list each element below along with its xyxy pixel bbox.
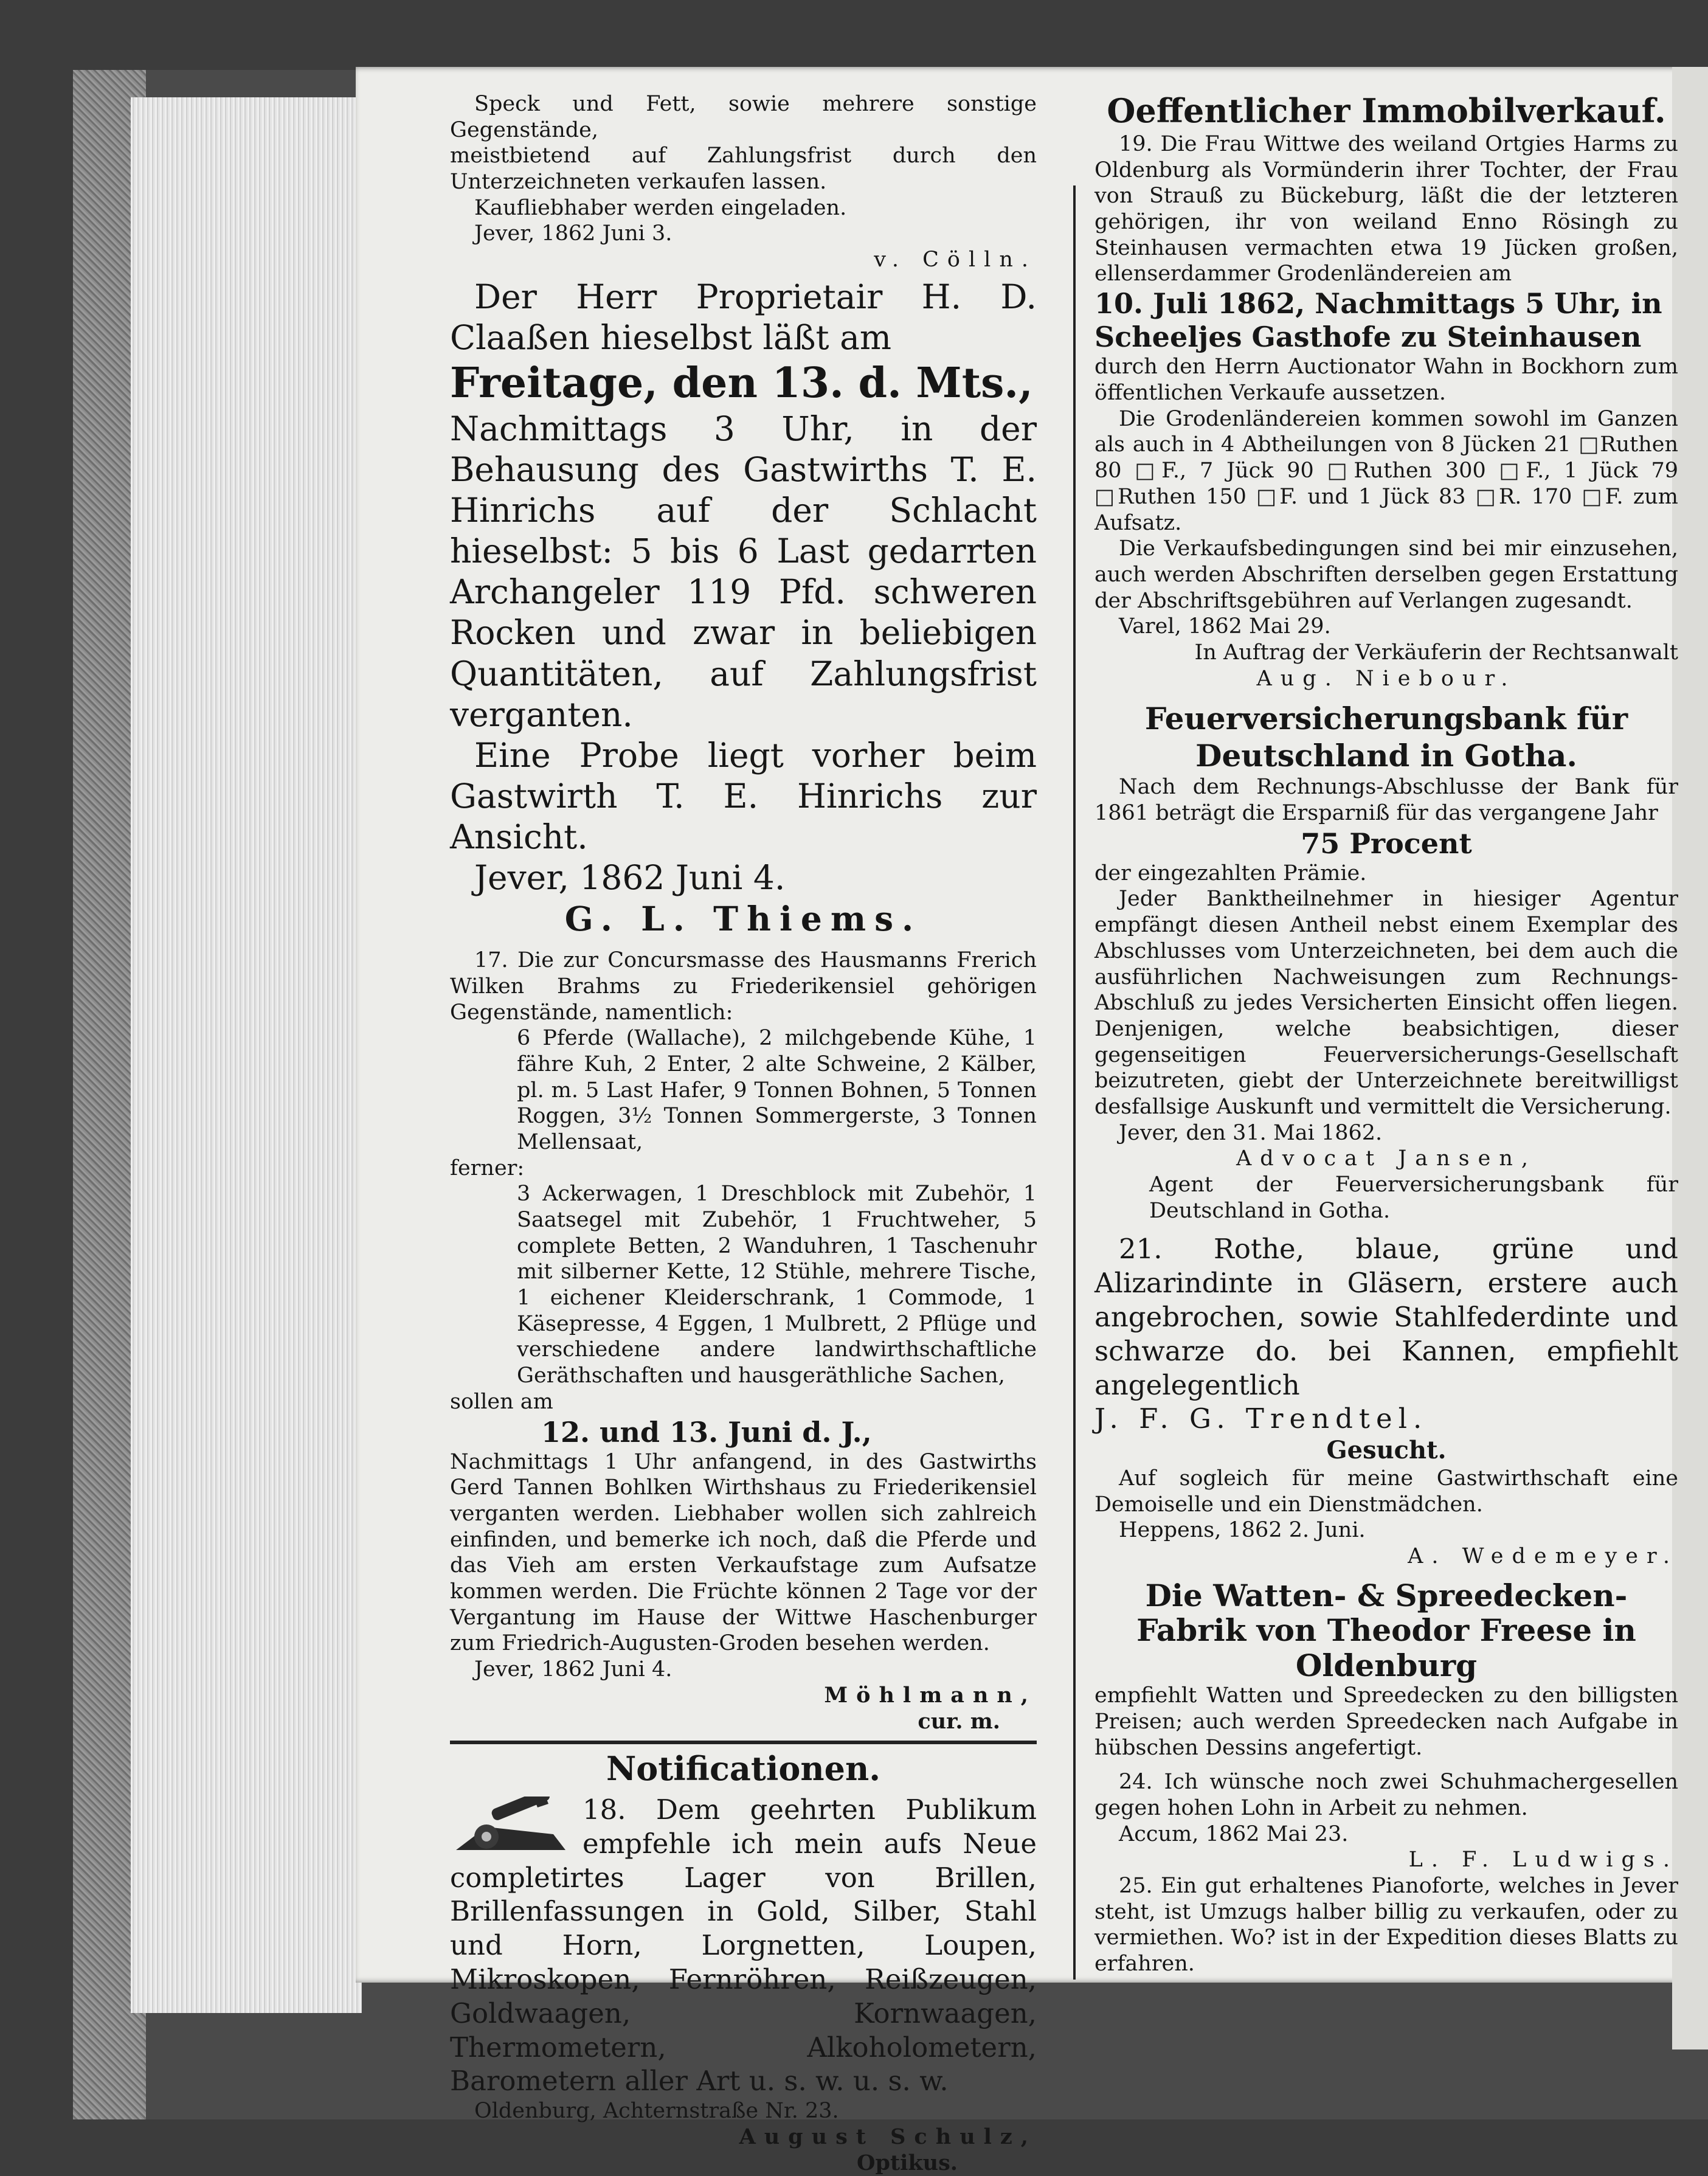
ad-18-signature-title: Optikus. — [856, 2150, 958, 2175]
ad-19-place: Varel, 1862 Mai 29. — [1119, 614, 1331, 639]
ad-19-body3: Die Grodenländereien kommen sowohl im Ganzen als auch in 4 Abtheilungen von 8 Jücken 21 □Ruthen 80 □F., 7 Jück 90 □Ruthen 300 □F., 1 Jück 79 □Ruthen 150 □F. und 1 Jück 83 □R. 170 □F. zum Aufsatz. — [1094, 406, 1678, 535]
ad-19-body: 19. Die Frau Wittwe des weiland Ortgies Harms zu Oldenburg als Vormünderin ihrer Tochter, der Frau von Strauß zu Bückeburg, läßt die der letzteren gehörigen, ihr von weiland Enno Rösingh zu Steinhausen vermachten etwa 19 Jücken großen, ellenserdammer Grodenländereien am — [1094, 131, 1678, 286]
ad-18-signature: August Schulz, — [739, 2124, 1037, 2149]
ad-17-signature: Möhlmann, — [824, 1682, 1037, 1708]
ad-claassen-place: Jever, 1862 Juni 4. — [474, 858, 786, 897]
ad-17-intro: 17. Die zur Concursmasse des Hausmanns Frerich Wilken Brahms zu Friederikensiel gehörigen Gegenstände, namentlich: — [450, 948, 1037, 1025]
ad-18-body: 18. Dem geehrten Publikum empfehle ich mein aufs Neue completirtes Lager von Brillen, Brillenfassungen in Gold, Silber, Stahl und Horn, Lorgnetten, Loupen, Mikroskopen, Fernröhren, Reißzeugen, Goldwaagen, Kornwaagen, Thermometern, Alkoholometern, Barometern aller Art u. s. w. u. s. w. — [450, 1793, 1037, 2098]
ad-claassen-body: Nachmittags 3 Uhr, in der Behausung des Gastwirths T. E. Hinrichs auf der Schlacht hieselbst: 5 bis 6 Last gedarrten Archangeler 119 Pfd. schweren Rocken und zwar in beliebigen Quantitäten, auf Zahlungsfrist verganten. — [450, 409, 1037, 734]
ad-17-list-items: 3 Ackerwagen, 1 Dreschblock mit Zubehör, 1 Saatsegel mit Zubehör, 1 Fruchtweher, 5 complete Betten, 2 Wanduhren, 1 Taschenuhr mit silberner Kette, 12 Stühle, mehrere Tische, 1 eichener Kleiderschrank, 1 Commode, 1 Käsepresse, 4 Eggen, 1 Mulbrett, 2 Pflüge und verschiedene andere landwirthschaftliche Geräthschaften und hausgeräthliche Sachen, — [517, 1182, 1037, 1388]
intro-line: meistbietend auf Zahlungsfrist durch den Unterzeichneten verkaufen lassen. — [450, 144, 1037, 195]
notifications-heading: Notificationen. — [606, 1749, 881, 1789]
ad-24-signature: L. F. Ludwigs. — [1408, 1848, 1678, 1873]
ad-17-place: Jever, 1862 Juni 4. — [474, 1657, 672, 1682]
feuerversicherung-heading: Feuerversicherungsbank für Deutschland in Gotha. — [1144, 701, 1628, 774]
intro-line: Speck und Fett, sowie mehrere sonstige Gegenstände, — [450, 92, 1037, 142]
gesucht-signature: A. Wedemeyer. — [1408, 1544, 1678, 1569]
ad-21-signature: J. F. G. Trendtel. — [1094, 1402, 1428, 1435]
gesucht-place: Heppens, 1862 2. Juni. — [1119, 1518, 1366, 1543]
right-column — [1094, 91, 1678, 1977]
intro-line: Kaufliebhaber werden eingeladen. — [474, 195, 847, 220]
ad-19-signature-line: In Auftrag der Verkäuferin der Rechtsanwalt — [1194, 640, 1678, 665]
column-divider — [1073, 185, 1076, 1980]
fire-signature: Advocat Jansen, — [1236, 1146, 1537, 1171]
ad-18-place: Oldenburg, Achternstraße Nr. 23. — [474, 2099, 839, 2124]
page-edges — [131, 97, 362, 2013]
ad-21-body: 21. Rothe, blaue, grüne und Alizarindinte in Gläsern, erstere auch angebrochen, sowie Stahlfederdinte und schwarze do. bei Kannen, empfiehlt angelegentlich — [1094, 1233, 1678, 1401]
ad-17-list-animals: 6 Pferde (Wallache), 2 milchgebende Kühe, 1 fähre Kuh, 2 Enter, 2 alte Schweine, 2 Kälber, pl. m. 5 Last Hafer, 9 Tonnen Bohnen, 5 Tonnen Roggen, 3½ Tonnen Sommergerste, 3 Tonnen Mellensaat, — [517, 1026, 1037, 1154]
gesucht-body: Auf sogleich für meine Gastwirthschaft eine Demoiselle und ein Dienstmädchen. — [1094, 1466, 1678, 1517]
fire-place: Jever, den 31. Mai 1862. — [1119, 1120, 1383, 1145]
intro-signature: v. Cölln. — [874, 248, 1037, 272]
watten-body: empfiehlt Watten und Spreedecken zu den billigsten Preisen; auch werden Spreedecken nach Aufgabe in hübschen Dessins angefertigt. — [1094, 1683, 1678, 1760]
fire-signature-title: Agent der Feuerversicherungsbank für Deutschland in Gotha. — [1149, 1173, 1678, 1223]
ad-19-date: 10. Juli 1862, Nachmittags 5 Uhr, in Scheeljes Gasthofe zu Steinhausen — [1094, 287, 1662, 354]
ad-19-body2: durch den Herrn Auctionator Wahn in Bockhorn zum öffentlichen Verkaufe aussetzen. — [1094, 355, 1678, 406]
cannon-icon — [450, 1797, 572, 1857]
watten-heading: Die Watten- & Spreedecken-Fabrik von Theodor Freese in Oldenburg — [1136, 1577, 1636, 1683]
ad-claassen-date: Freitage, den 13. d. Mts., — [450, 359, 1033, 407]
immobilverkauf-heading: Oeffentlicher Immobilverkauf. — [1107, 91, 1666, 130]
ad-17-date: 12. und 13. Juni d. J., — [541, 1415, 872, 1449]
section-rule — [450, 1741, 1037, 1744]
fire-p2: der eingezahlten Prämie. — [1094, 861, 1367, 885]
ad-24-body: 24. Ich wünsche noch zwei Schuhmachergesellen gegen hohen Lohn in Arbeit zu nehmen. — [1094, 1770, 1678, 1820]
ad-17-signature-title: cur. m. — [918, 1708, 1000, 1734]
intro-place: Jever, 1862 Juni 3. — [474, 221, 672, 246]
ad-19-signature: Aug. Niebour. — [1256, 666, 1516, 691]
ad-17-sollen: sollen am — [450, 1389, 553, 1414]
gesucht-heading: Gesucht. — [1326, 1436, 1447, 1465]
ad-claassen-note: Eine Probe liegt vorher beim Gastwirth T. E. Hinrichs zur Ansicht. — [450, 735, 1037, 856]
left-column — [450, 91, 1037, 2176]
ad-claassen-lead: Der Herr Proprietair H. D. Claaßen hieselbst läßt am — [450, 277, 1037, 357]
ad-claassen-signature: G. L. Thiems. — [564, 899, 922, 939]
ad-19-body4: Die Verkaufsbedingungen sind bei mir einzusehen, auch werden Abschriften derselben gegen Erstattung der Abschriftsgebühren auf Verlangen zugesandt. — [1094, 536, 1678, 613]
ad-25-body: 25. Ein gut erhaltenes Pianoforte, welches in Jever steht, ist Umzugs halber billig zu verkaufen, oder zu vermiethen. Wo? ist in der Expedition dieses Blatts zu erfahren. — [1094, 1874, 1678, 1977]
fire-p1: Nach dem Rechnungs-Abschlusse der Bank für 1861 beträgt die Ersparniß für das vergangene Jahr — [1094, 775, 1678, 825]
ad-24-place: Accum, 1862 Mai 23. — [1119, 1821, 1349, 1846]
ad-17-ferner: ferner: — [450, 1156, 525, 1180]
fire-percent: 75 Procent — [1301, 826, 1472, 860]
fire-p3: Jeder Banktheilnehmer in hiesiger Agentur empfängt diesen Antheil nebst einem Exemplar des Abschlusses vom Unterzeichneten, bei dem auch die ausführlichen Nachweisungen zum Rechnungs-Abschluß zu jedes Versicherten Einsicht offen liegen. Denjenigen, welche beabsichtigen, dieser gegenseitigen Feuerversicherungs-Gesellschaft beizutreten, giebt der Unterzeichnete bereitwilligst desfallsige Auskunft und vermittelt die Versicherung. — [1094, 887, 1678, 1119]
ad-17-body: Nachmittags 1 Uhr anfangend, in des Gastwirths Gerd Tannen Bohlken Wirthshaus zu Friederikensiel verganten werden. Liebhaber wollen sich zahlreich einfinden, und bemerke ich noch, daß die Pferde und das Vieh am ersten Verkaufstage zum Aufsatze kommen werden. Die Früchte können 2 Tage vor der Vergantung im Hause der Wittwe Haschenburger zum Friedrich-Augusten-Groden besehen werden. — [450, 1449, 1037, 1656]
